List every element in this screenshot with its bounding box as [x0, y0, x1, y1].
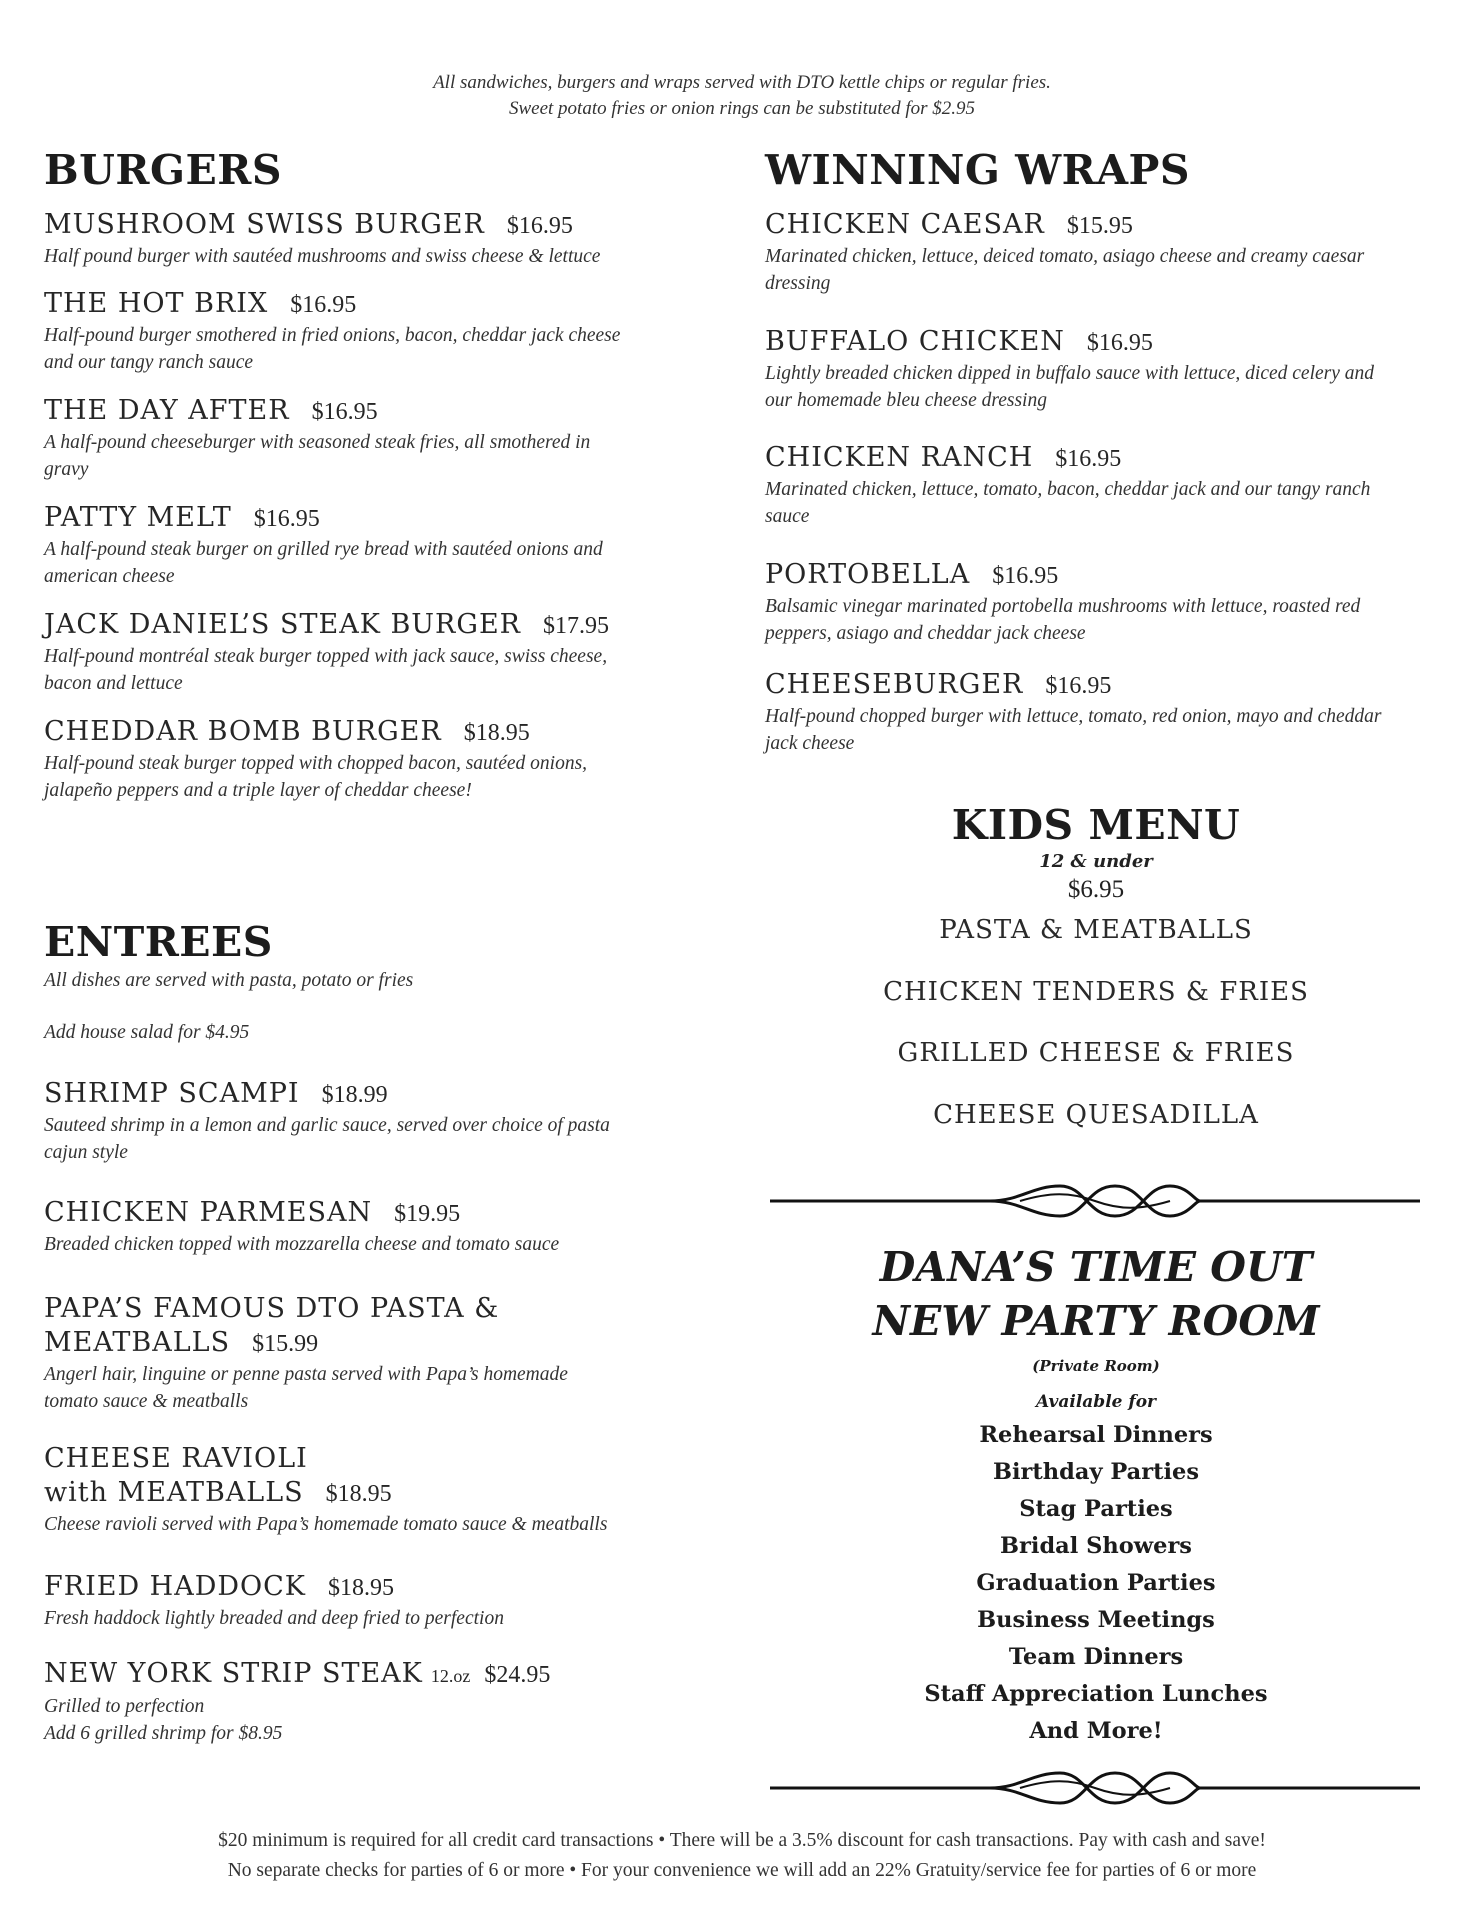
menu-item: [44, 1657, 744, 1747]
menu-item: [765, 208, 1455, 297]
menu-item: [765, 325, 1455, 414]
item-price: $15.99: [252, 1331, 319, 1357]
menu-item: [44, 1442, 704, 1538]
menu-item: [44, 1292, 704, 1415]
kids-menu-price: $6.95: [1067, 876, 1125, 903]
ornament-divider-icon: [770, 1178, 1420, 1224]
item-description: jack cheese: [765, 733, 855, 754]
menu-item: [765, 558, 1455, 647]
item-description: cajun style: [44, 1142, 128, 1163]
item-price: $18.95: [327, 1575, 394, 1601]
item-name: PORTOBELLA: [765, 559, 971, 590]
kids-menu-subtitle: 12 & under: [1039, 851, 1153, 872]
party-occasion: Business Meetings: [977, 1607, 1215, 1633]
item-description: jalapeño peppers and a triple layer of cheddar cheese!: [44, 780, 472, 801]
item-description: sauce: [765, 506, 810, 527]
party-occasion: Stag Parties: [1019, 1496, 1173, 1522]
menu-item: [44, 287, 684, 376]
kids-item: GRILLED CHEESE & FRIES: [897, 1038, 1295, 1068]
item-name: CHEESEBURGER: [765, 669, 1024, 700]
top-note-line-1: All sandwiches, burgers and wraps served with DTO kettle chips or regular fries.: [433, 72, 1051, 93]
item-price: $16.95: [1086, 330, 1153, 356]
item-price: $16.95: [506, 213, 573, 239]
item-price: $17.95: [543, 613, 609, 639]
menu-item: [44, 394, 684, 483]
menu-item: [765, 441, 1455, 530]
menu-item: [44, 208, 684, 270]
footer: [0, 1826, 1484, 1886]
item-name: NEW YORK STRIP STEAK: [44, 1658, 423, 1689]
item-description: Half-pound montréal steak burger topped with jack sauce, swiss cheese,: [44, 646, 608, 667]
item-description: Sauteed shrimp in a lemon and garlic sauce, served over choice of pasta: [44, 1115, 610, 1136]
item-description: Half-pound steak burger topped with chopped bacon, sautéed onions,: [44, 753, 588, 774]
menu-item: [44, 1077, 704, 1166]
item-description: Half pound burger with sautéed mushrooms and swiss cheese & lettuce: [44, 246, 601, 267]
item-name: PAPA’S FAMOUS DTO PASTA &: [44, 1293, 500, 1324]
item-price: $16.95: [290, 292, 357, 318]
item-name: CHICKEN RANCH: [765, 442, 1034, 473]
item-name: CHEDDAR BOMB BURGER: [44, 716, 442, 747]
item-name: JACK DANIEL’S STEAK BURGER: [44, 609, 521, 640]
party-available-for: Available for: [1035, 1392, 1156, 1412]
item-name: MUSHROOM SWISS BURGER: [44, 209, 485, 240]
item-name: FRIED HADDOCK: [44, 1571, 306, 1602]
item-description: Marinated chicken, lettuce, deiced tomato, asiago cheese and creamy caesar: [765, 246, 1365, 267]
entrees-note: All dishes are served with pasta, potato or fries: [44, 970, 414, 991]
item-price: $18.95: [463, 720, 530, 746]
item-name: MEATBALLS: [44, 1327, 231, 1358]
item-price: $16.95: [311, 399, 378, 425]
item-name: CHEESE RAVIOLI: [44, 1443, 308, 1474]
footer-line-1: $20 minimum is required for all credit card transactions • There will be a 3.5% discount for cash transactions. Pay with cash and save!: [218, 1830, 1266, 1851]
item-price: $16.95: [253, 506, 320, 532]
party-title-line-2: NEW PARTY ROOM: [872, 1297, 1320, 1345]
party-occasion: Staff Appreciation Lunches: [924, 1681, 1268, 1707]
item-price: $15.95: [1066, 213, 1133, 239]
wraps-title: WINNING WRAPS: [765, 146, 1190, 194]
item-description: Add 6 grilled shrimp for $8.95: [44, 1723, 283, 1744]
party-occasion: Rehearsal Dinners: [979, 1422, 1213, 1448]
item-description: A half-pound cheeseburger with seasoned steak fries, all smothered in: [44, 432, 591, 453]
item-name: PATTY MELT: [44, 502, 232, 533]
item-description: Balsamic vinegar marinated portobella mushrooms with lettuce, roasted red: [765, 596, 1361, 617]
item-description: Half-pound burger smothered in fried onions, bacon, cheddar jack cheese: [44, 325, 621, 346]
party-title-line-1: DANA’S TIME OUT: [879, 1243, 1313, 1291]
menu-item: [44, 501, 684, 590]
top-note: [0, 70, 1484, 122]
item-description: Breaded chicken topped with mozzarella cheese and tomato sauce: [44, 1234, 560, 1255]
item-name: CHICKEN CAESAR: [765, 209, 1045, 240]
kids-item: CHEESE QUESADILLA: [933, 1100, 1259, 1130]
item-description: Cheese ravioli served with Papa’s homemade tomato sauce & meatballs: [44, 1514, 608, 1535]
party-occasion: And More!: [1029, 1718, 1163, 1744]
kids-item: PASTA & MEATBALLS: [939, 915, 1253, 945]
party-occasion: Graduation Parties: [976, 1570, 1216, 1596]
item-description: peppers, asiago and cheddar jack cheese: [765, 623, 1086, 644]
party-occasion: Bridal Showers: [1000, 1533, 1192, 1559]
kids-item: CHICKEN TENDERS & FRIES: [883, 977, 1309, 1007]
entrees-title: ENTREES: [44, 918, 273, 966]
item-description: Lightly breaded chicken dipped in buffalo sauce with lettuce, diced celery and: [765, 363, 1375, 384]
item-description: american cheese: [44, 566, 175, 587]
party-occasion: Team Dinners: [1008, 1644, 1184, 1670]
menu-item: [765, 668, 1455, 757]
item-description: Half-pound chopped burger with lettuce, tomato, red onion, mayo and cheddar: [765, 706, 1382, 727]
item-price: $18.95: [325, 1481, 392, 1507]
item-name: THE HOT BRIX: [44, 288, 269, 319]
item-name: with MEATBALLS: [44, 1477, 304, 1508]
item-description: Grilled to perfection: [44, 1696, 205, 1717]
item-description: and our tangy ranch sauce: [44, 352, 254, 373]
item-size: 12.oz: [430, 1666, 471, 1686]
item-name: THE DAY AFTER: [44, 395, 290, 426]
item-price: $18.99: [321, 1082, 388, 1108]
kids-menu-header: [756, 800, 1436, 906]
party-private-note: (Private Room): [1032, 1357, 1160, 1375]
top-note-line-2: Sweet potato fries or onion rings can be substituted for $2.95: [508, 98, 976, 119]
menu-item: [44, 1570, 704, 1632]
item-price: $16.95: [992, 563, 1059, 589]
item-description: Angerl hair, linguine or penne pasta served with Papa’s homemade: [44, 1364, 568, 1385]
item-price: $24.95: [484, 1662, 551, 1688]
burgers-title: BURGERS: [44, 146, 282, 194]
ornament-divider-icon: [770, 1765, 1420, 1811]
item-description: tomato sauce & meatballs: [44, 1391, 249, 1412]
menu-item: [44, 1196, 704, 1258]
item-price: $16.95: [1045, 673, 1112, 699]
item-description: bacon and lettuce: [44, 673, 183, 694]
item-price: $16.95: [1055, 446, 1122, 472]
item-name: CHICKEN PARMESAN: [44, 1197, 373, 1228]
footer-line-2: No separate checks for parties of 6 or more • For your convenience we will add an 22% Gratuity/service fee for parties of 6 or more: [227, 1860, 1257, 1881]
item-description: Fresh haddock lightly breaded and deep fried to perfection: [44, 1608, 504, 1629]
item-description: gravy: [44, 459, 89, 480]
item-price: $19.95: [394, 1201, 461, 1227]
kids-menu-title: KIDS MENU: [951, 801, 1241, 849]
party-occasion: Birthday Parties: [992, 1459, 1200, 1485]
menu-item: [44, 715, 704, 804]
entrees-salad-note: Add house salad for $4.95: [44, 1022, 250, 1043]
item-description: A half-pound steak burger on grilled rye bread with sautéed onions and: [44, 539, 603, 560]
menu-item: [44, 608, 704, 697]
item-name: SHRIMP SCAMPI: [44, 1078, 300, 1109]
item-description: our homemade bleu cheese dressing: [765, 390, 1047, 411]
item-name: BUFFALO CHICKEN: [765, 326, 1065, 357]
item-description: Marinated chicken, lettuce, tomato, bacon, cheddar jack and our tangy ranch: [765, 479, 1371, 500]
item-description: dressing: [765, 273, 831, 294]
